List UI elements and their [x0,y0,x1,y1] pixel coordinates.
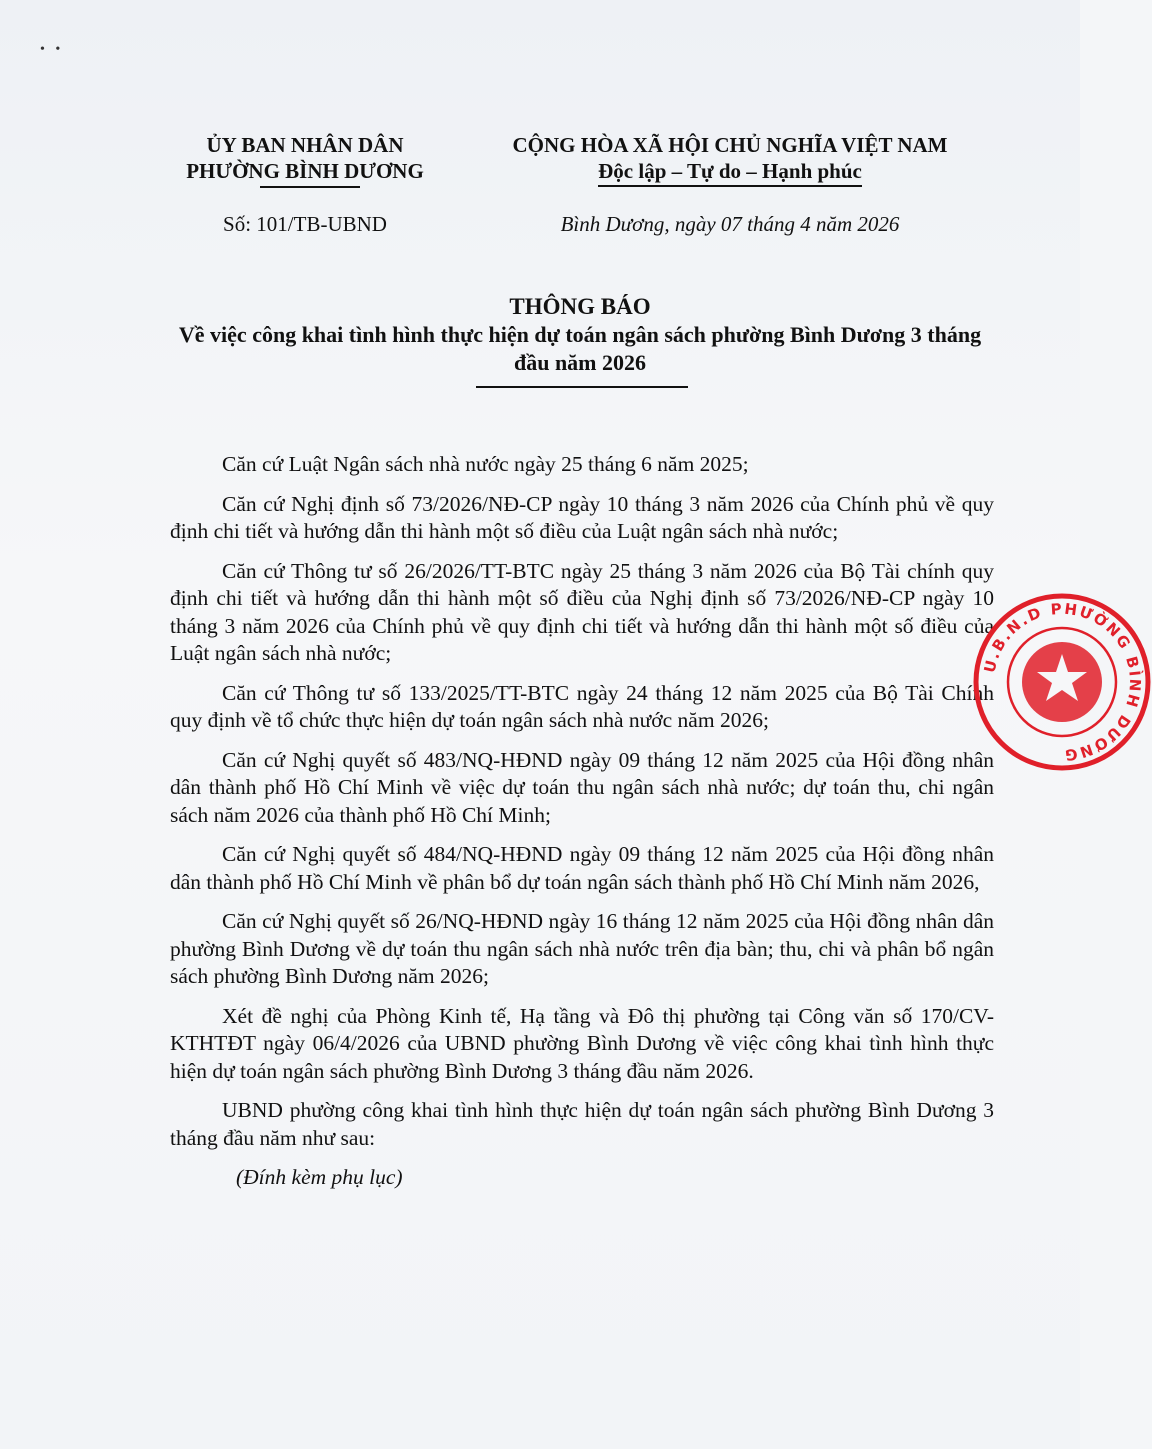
agency-line-2: PHƯỜNG BÌNH DƯƠNG [186,159,424,183]
paragraph: Căn cứ Luật Ngân sách nhà nước ngày 25 tháng 6 năm 2025; [222,452,749,476]
place-and-date: Bình Dương, ngày 07 tháng 4 năm 2026 [560,212,900,236]
attachment-note: (Đính kèm phụ lục) [236,1165,403,1189]
document-body [170,451,994,1204]
paragraph: UBND phường công khai tình hình thực hiện dự toán ngân sách phường Bình Dương 3 tháng đầu năm như sau: [170,1098,994,1150]
document-number: Số: 101/TB-UBND [223,212,387,236]
title-subject: Về việc công khai tình hình thực hiện dự toán ngân sách phường Bình Dương 3 tháng đầu năm 2026 [178,322,982,375]
document-title [170,293,990,377]
paragraph: Căn cứ Nghị quyết số 26/NQ-HĐND ngày 16 tháng 12 năm 2025 của Hội đồng nhân dân phường Bình Dương về dự toán thu ngân sách nhà nước trên địa bàn; thu, chi và phân bổ ngân sách phường Bình Dương năm 2026; [170,909,994,988]
paragraph: Căn cứ Nghị quyết số 483/NQ-HĐND ngày 09 tháng 12 năm 2025 của Hội đồng nhân dân thành phố Hồ Chí Minh về việc dự toán thu ngân sách nhà nước; dự toán thu, chi ngân sách năm 2026 của thành phố Hồ Chí Minh; [170,747,994,827]
agency-line-1: ỦY BAN NHÂN DÂN [206,133,404,157]
paragraph: Căn cứ Thông tư số 133/2025/TT-BTC ngày 24 tháng 12 năm 2025 của Bộ Tài Chính quy định về tổ chức thực hiện dự toán ngân sách nhà nước năm 2026; [170,680,994,732]
paragraph: Căn cứ Nghị định số 73/2026/NĐ-CP ngày 10 tháng 3 năm 2026 của Chính phủ về quy định chi tiết và hướng dẫn thi hành một số điều của Luật ngân sách nhà nước; [170,491,994,543]
scan-speck: • • [40,42,61,57]
agency-underline [260,186,360,188]
paragraph: Căn cứ Nghị quyết số 484/NQ-HĐND ngày 09 tháng 12 năm 2025 của Hội đồng nhân dân thành phố Hồ Chí Minh về phân bổ dự toán ngân sách thành phố Hồ Chí Minh năm 2026, [170,842,994,894]
nation-line-1: CỘNG HÒA XÃ HỘI CHỦ NGHĨA VIỆT NAM [512,133,948,157]
issuing-agency [150,132,460,188]
seal-text: U.B.N.D PHƯỜNG BÌNH DƯƠNG [980,599,1145,765]
paragraph: Căn cứ Thông tư số 26/2026/TT-BTC ngày 25 tháng 3 năm 2026 của Bộ Tài chính quy định chi tiết và hướng dẫn thi hành một số điều của Nghị định số 73/2026/NĐ-CP ngày 10 tháng 3 năm 2026 của Chính phủ về quy định chi tiết và hướng dẫn thi hành một số điều của Luật ngân sách nhà nước; [170,558,994,665]
paragraph: Xét đề nghị của Phòng Kinh tế, Hạ tầng và Đô thị phường tại Công văn số 170/CV-KTHTĐT ngày 06/4/2026 của UBND phường Bình Dương về việc công khai tình hình thực hiện dự toán ngân sách phường Bình Dương 3 tháng đầu năm 2026. [170,1003,994,1083]
nation-line-2: Độc lập – Tự do – Hạnh phúc [598,158,862,187]
national-motto [480,132,980,187]
official-seal-icon [972,592,1152,772]
title-rule [476,386,688,388]
title-main: THÔNG BÁO [509,294,651,319]
